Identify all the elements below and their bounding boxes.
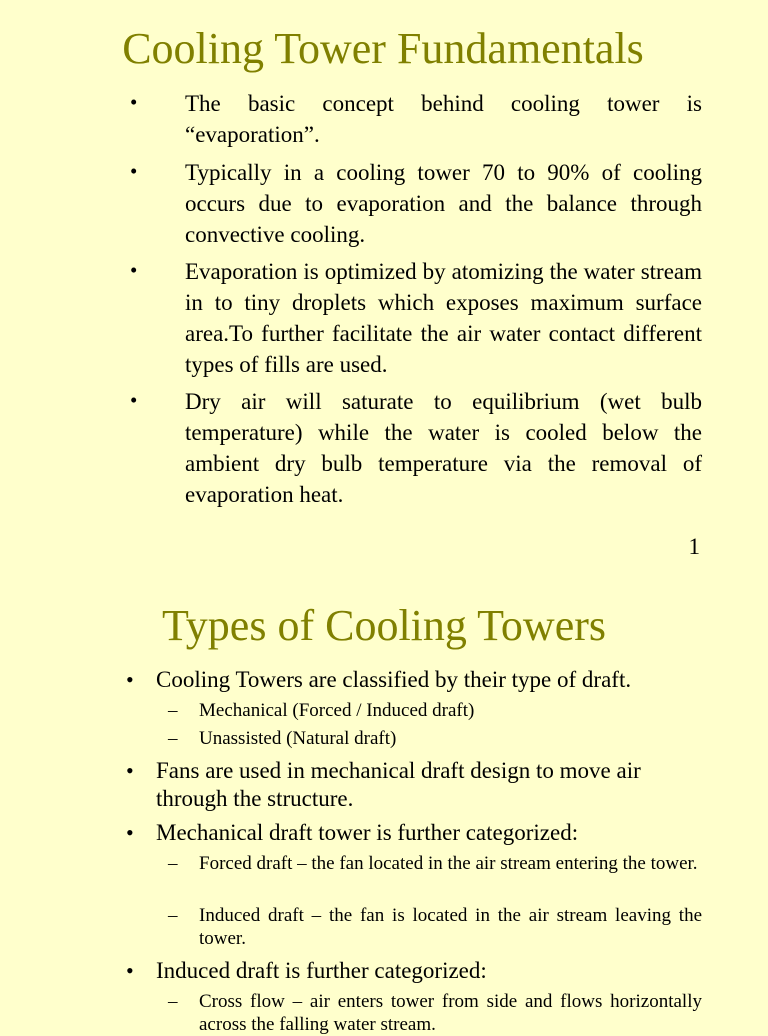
bullet-text: Dry air will saturate to equilibrium (wet bulb temperature) while the water is cooled below the ambient dry bulb temperature via the removal of evaporation heat. [185, 389, 702, 507]
bullet-icon: • [130, 388, 138, 412]
bullet-text: Typically in a cooling tower 70 to 90% of cooling occurs due to evaporation and the balance through convective cooling. [185, 160, 702, 247]
bullet-icon: • [130, 90, 138, 114]
dash-icon: – [168, 905, 178, 926]
bullet-text: Cooling Towers are classified by their type of draft. [156, 667, 632, 692]
sub-bullet-text: Unassisted (Natural draft) [199, 728, 397, 749]
bullet-icon: • [126, 758, 134, 783]
dash-icon: – [168, 728, 178, 749]
bullet-text: Mechanical draft tower is further categorized: [156, 820, 579, 845]
slide-title: Types of Cooling Towers [162, 601, 606, 650]
bullet-icon: • [130, 159, 138, 183]
bullet-text: Fans are used in mechanical draft design to move air through the structure. [156, 758, 641, 811]
slide-title: Cooling Tower Fundamentals [122, 24, 644, 73]
bullet-icon: • [126, 667, 134, 692]
sub-bullet-text: Cross flow – air enters tower from side and flows horizontally across the falling water stream. [199, 991, 702, 1035]
bullet-text: Evaporation is optimized by atomizing the water stream in to tiny droplets which exposes maximum surface area.To further facilitate the air water contact different types of fills are used. [185, 259, 702, 377]
sub-bullet-text: Induced draft – the fan is located in the air stream leaving the tower. [199, 905, 702, 949]
bullet-icon: • [130, 258, 138, 282]
bullet-text: Induced draft is further categorized: [156, 958, 487, 983]
bullet-text: The basic concept behind cooling tower is “evaporation”. [185, 91, 702, 147]
bullet-icon: • [126, 958, 134, 983]
page-number: 1 [688, 534, 700, 559]
bullet-icon: • [126, 820, 134, 845]
dash-icon: – [168, 700, 178, 721]
sub-bullet-text: Mechanical (Forced / Induced draft) [199, 700, 475, 721]
dash-icon: – [168, 991, 178, 1012]
sub-bullet-text: Forced draft – the fan located in the air stream entering the tower. [199, 853, 698, 874]
dash-icon: – [168, 853, 178, 874]
slide-types-of-cooling-towers [0, 580, 768, 1035]
